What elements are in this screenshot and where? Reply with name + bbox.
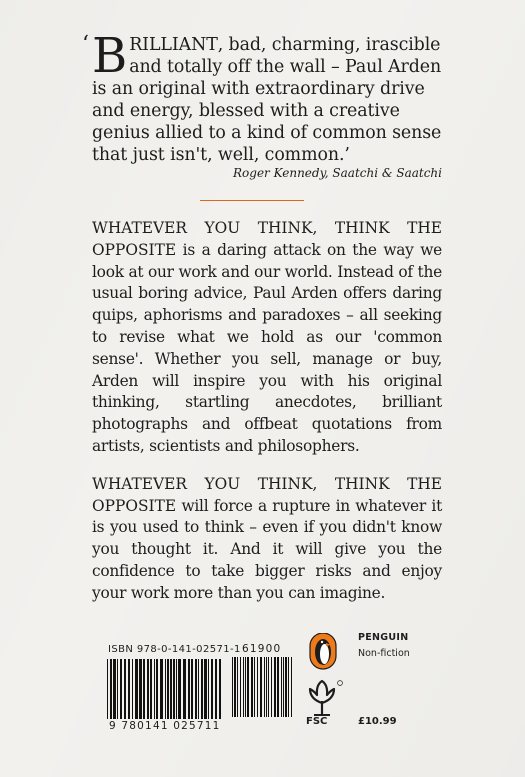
barcode-bar (120, 659, 122, 719)
barcode-bar (234, 657, 236, 717)
barcode-bar (139, 659, 142, 719)
quote-open-mark: ‘ (82, 32, 89, 57)
barcode-bar (271, 657, 272, 717)
price-label: £10.99 (358, 716, 397, 727)
barcode-bar (191, 659, 193, 719)
barcode-bar (254, 657, 255, 717)
barcode-bar (264, 657, 265, 717)
barcode-digits: 9 780141 025711 (109, 720, 221, 732)
barcode-bar (291, 657, 292, 717)
isbn-label: ISBN 978-0-141-02571-1 (108, 644, 241, 655)
blurb-paragraph-1 (92, 218, 442, 458)
barcode-bar (266, 657, 267, 717)
barcode-bar (281, 657, 282, 717)
blurb-text-1: is a daring attack on the way we look at our work and our world. Instead of the usual boring advice, Paul Arden offers daring quips, aphorisms and paradoxes – all seeking to revise what we hold as our 'common sense'. Whether you sell, manage or buy, Arden will inspire you with his original thinking, startling anecdotes, brilliant photographs and offbeat quotations from artists, scientists and philosophers. (92, 240, 442, 455)
barcode-bar (113, 659, 116, 719)
barcode-bar (251, 657, 253, 717)
category-label: Non-fiction (358, 648, 410, 659)
barcode-bar (110, 659, 112, 719)
barcode-addon-digits: 61900 (242, 643, 282, 655)
barcode-bar (198, 659, 199, 719)
barcode-bar (268, 657, 269, 717)
barcode-bar (173, 659, 175, 719)
barcode-addon-bars (232, 657, 294, 717)
barcode-bar (178, 659, 181, 719)
barcode-bar (160, 659, 163, 719)
drop-cap: B (92, 28, 128, 84)
barcode-bar (260, 657, 262, 717)
barcode-bar (240, 657, 241, 717)
penguin-logo-icon (310, 633, 336, 669)
barcode-bar (285, 657, 287, 717)
barcode-bar (183, 659, 186, 719)
barcode-bar (245, 657, 246, 717)
barcode-bar (117, 659, 118, 719)
barcode-bar (201, 659, 203, 719)
barcode-bars (107, 659, 223, 719)
barcode-bar (283, 657, 284, 717)
barcode-bar (243, 657, 244, 717)
barcode-bar (204, 659, 207, 719)
quote-attribution: Roger Kennedy, Saatchi & Saatchi (233, 166, 442, 180)
book-title-inline: WHATEVER YOU THINK, THINK THE OPPOSITE (92, 474, 442, 515)
barcode-bar (188, 659, 190, 719)
blurb (92, 218, 442, 621)
fsc-label: FSC (306, 716, 328, 727)
barcode-bar (135, 659, 138, 719)
barcode-bar (277, 657, 279, 717)
review-quote (82, 28, 442, 166)
barcode-bar (150, 659, 152, 719)
quote-lead-word: RILLIANT (129, 35, 218, 55)
barcode-bar (156, 659, 158, 719)
barcode-bar (208, 659, 209, 719)
publisher-name: PENGUIN (358, 632, 409, 643)
quote-text: , bad, charming, irascible and totally off the wall – Paul Arden is an original with extraordinary drive and energy, blessed with a creative genius allied to a kind of common sense that just isn't, well, common.’ (92, 35, 442, 165)
book-title-inline: WHATEVER YOU THINK, THINK THE OPPOSITE (92, 219, 442, 259)
barcode-bar (154, 659, 155, 719)
barcode-bar (170, 659, 172, 719)
blurb-text-2: will force a rupture in whatever it is you used to think – even if you didn't know you thought it. And it will give you the confidence to take bigger risks and enjoy your work more than you can imagine. (92, 496, 442, 602)
barcode-bar (107, 659, 108, 719)
barcode-bar (195, 659, 197, 719)
barcode (107, 659, 223, 732)
blurb-paragraph-2 (92, 474, 442, 605)
barcode-bar (132, 659, 133, 719)
logo-graphics (304, 633, 352, 723)
barcode-bar (128, 659, 130, 719)
barcode-bar (167, 659, 169, 719)
barcode-bar (257, 657, 258, 717)
fsc-tree-icon (310, 681, 342, 715)
barcode-bar (288, 657, 289, 717)
barcode-bar (232, 657, 233, 717)
barcode-bar (237, 657, 238, 717)
barcode-bar (143, 659, 145, 719)
barcode-bar (176, 659, 177, 719)
barcode-bar (274, 657, 276, 717)
barcode-bar (211, 659, 213, 719)
publisher-logos (304, 633, 352, 727)
barcode-bar (247, 657, 249, 717)
barcode-bar (219, 659, 221, 719)
barcode-bar (215, 659, 217, 719)
divider-rule (200, 200, 304, 201)
barcode-bar (147, 659, 149, 719)
barcode-bar (124, 659, 126, 719)
barcode-bar (165, 659, 166, 719)
